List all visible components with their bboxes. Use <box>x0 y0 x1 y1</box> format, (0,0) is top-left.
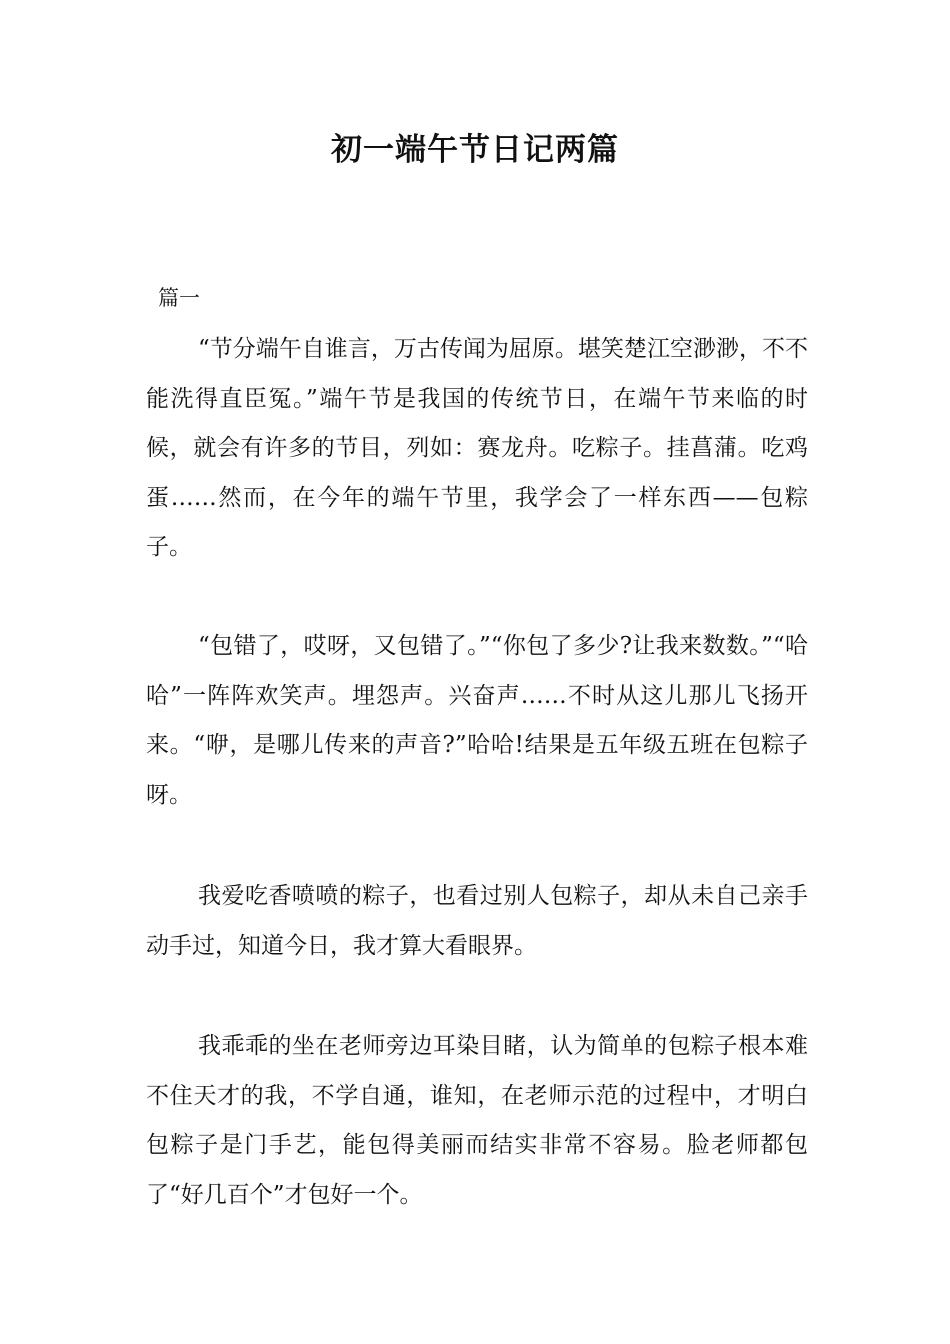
document-title: 初一端午节日记两篇 <box>331 132 619 168</box>
paragraph-3: 我爱吃香喷喷的粽子，也看过别人包粽子，却从未自己亲手动手过，知道今日，我才算大看眼界。 <box>146 883 808 959</box>
paragraph-1: “节分端午自谁言，万古传闻为屈原。堪笑楚江空渺渺，不不能洗得直臣冤。”端午节是我国的传统节日，在端午节来临的时候，就会有许多的节目，列如：赛龙舟。吃粽子。挂菖蒲。吃鸡蛋……然而，在今年的端午节里，我学会了一样东西——包粽子。 <box>146 336 808 560</box>
paragraph-4: 我乖乖的坐在老师旁边耳染目睹，认为简单的包粽子根本难不住天才的我，不学自通，谁知，在老师示范的过程中，才明白包粽子是门手艺，能包得美丽而结实非常不容易。脸老师都包了“好几百个”才包好一个。 <box>146 1033 808 1208</box>
section-label: 篇一 <box>158 286 200 310</box>
paragraph-2: “包错了，哎呀，又包错了。”“你包了多少?让我来数数。”“哈哈”一阵阵欢笑声。埋怨声。兴奋声……不时从这儿那儿飞扬开来。“咿，是哪儿传来的声音?”哈哈!结果是五年级五班在包粽子呀。 <box>146 633 808 808</box>
